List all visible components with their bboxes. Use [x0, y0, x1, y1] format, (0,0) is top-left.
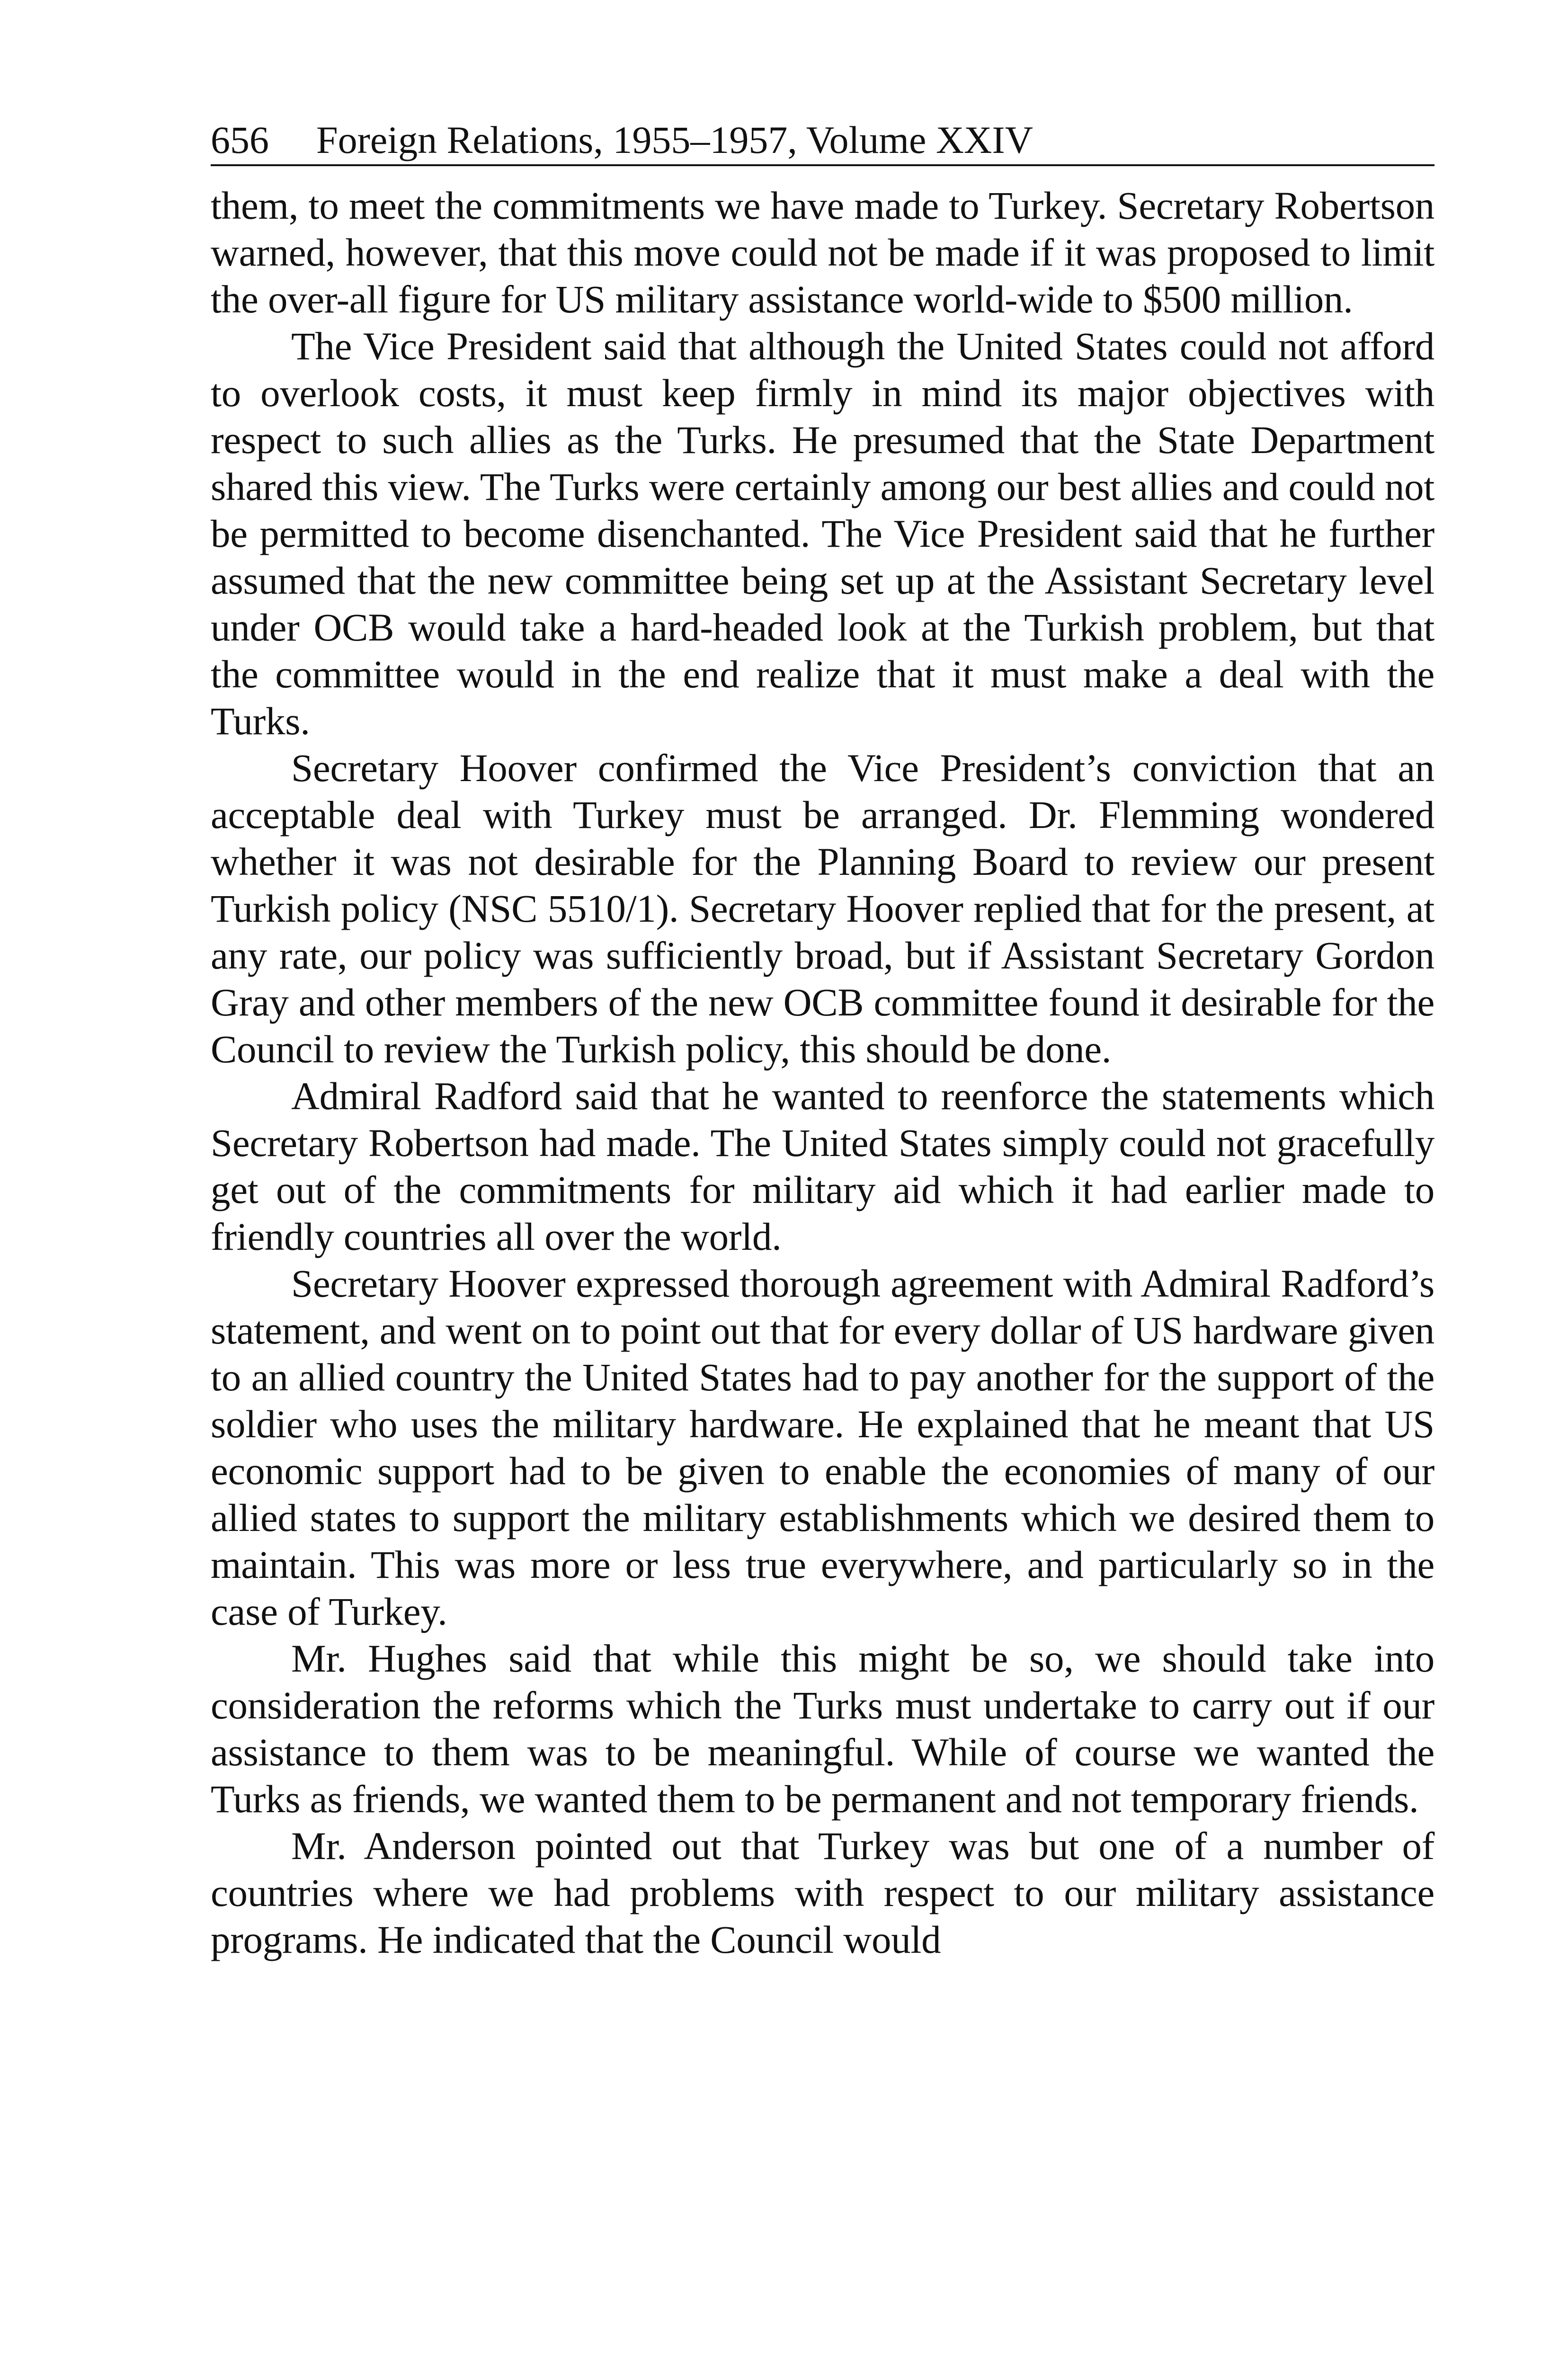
- body-text: [211, 182, 1434, 1963]
- running-title: Foreign Relations, 1955–1957, Volume XXIV: [316, 118, 1033, 161]
- paragraph-anderson: Mr. Anderson pointed out that Turkey was but one of a number of countries where we had problems with respect to our military assistance programs. He indicated that the Council would: [211, 1824, 1434, 1961]
- paragraph-hughes: Mr. Hughes said that while this might be so, we should take into consideration the reforms which the Turks must undertake to carry out if our assistance to them was to be meaningful. While of course we wanted the Turks as friends, we wanted them to be permanent and not temporary friends.: [211, 1637, 1434, 1821]
- paragraph-hoover-agreement: Secretary Hoover expressed thorough agreement with Admiral Radford’s statement, and went on to point out that for every dollar of US hardware given to an allied country the United States had to pay another for the support of the soldier who uses the military hardware. He explained that he meant that US economic support had to be given to enable the economies of many of our allied states to support the military establishments which we desired them to maintain. This was more or less true everywhere, and particularly so in the case of Turkey.: [211, 1262, 1434, 1633]
- document-page: [211, 118, 1434, 1963]
- paragraph-hoover-confirmed: Secretary Hoover confirmed the Vice President’s conviction that an acceptable deal with Turkey must be arranged. Dr. Flemming wondered whether it was not desirable for the Planning Board to review our present Turkish policy (NSC 5510/1). Secretary Hoover replied that for the present, at any rate, our policy was sufficiently broad, but if Assistant Secretary Gordon Gray and other members of the new OCB committee found it desirable for the Council to review the Turkish policy, this should be done.: [211, 746, 1434, 1071]
- running-header: [211, 118, 1434, 166]
- page-number: 656: [211, 118, 269, 161]
- paragraph-continued: them, to meet the commitments we have made to Turkey. Secretary Robertson warned, however, that this move could not be made if it was proposed to limit the over-all figure for US military assistance world-wide to $500 million.: [211, 184, 1434, 321]
- paragraph-radford: Admiral Radford said that he wanted to reenforce the statements which Secretary Robertson had made. The United States simply could not gracefully get out of the commitments for military aid which it had earlier made to friendly countries all over the world.: [211, 1074, 1434, 1258]
- paragraph-vice-president: The Vice President said that although the United States could not afford to overlook costs, it must keep firmly in mind its major objectives with respect to such allies as the Turks. He presumed that the State Department shared this view. The Turks were certainly among our best allies and could not be permitted to become disenchanted. The Vice President said that he further assumed that the new committee being set up at the Assistant Secretary level under OCB would take a hard-headed look at the Turkish problem, but that the committee would in the end realize that it must make a deal with the Turks.: [211, 324, 1434, 743]
